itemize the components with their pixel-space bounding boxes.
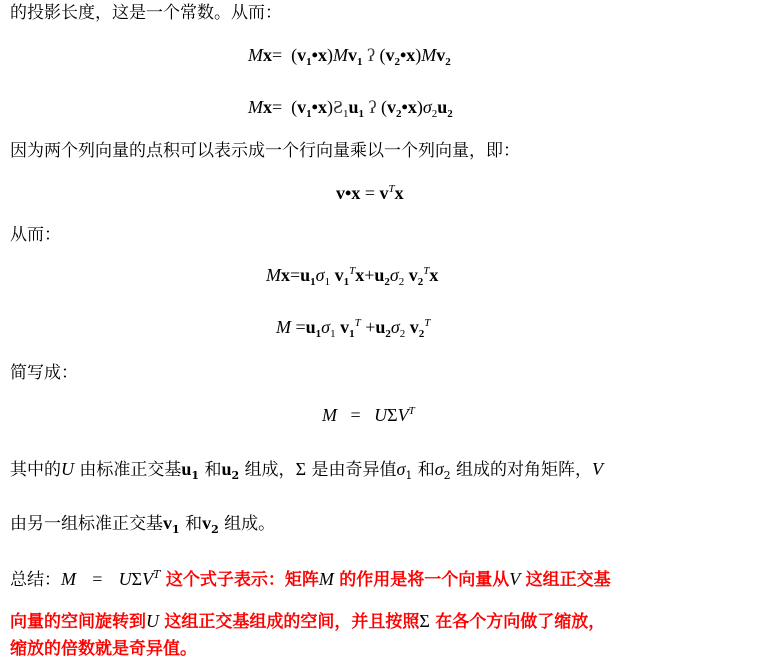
text-line-dot-product: 因为两个列向量的点积可以表示成一个行向量乘以一个列向量，即： xyxy=(10,141,520,161)
text-line-thus: 从而： xyxy=(10,225,61,245)
equation-mx-2: $Mx= (v_1•x)Ƨ_1u_1$ ʔ $(v_2•x)\sigma_2u_2$ xyxy=(248,97,453,120)
equation-mx-1: $Mx= (v_1•x)Mv_1$ ʔ $(v_2•x)Mv_2$ xyxy=(248,45,451,68)
text-line-projection: 的投影长度，这是一个常数。从而： xyxy=(10,3,282,23)
text-line-another-basis: 由另一组标准正交基$v_1$ 和$v_2$ 组成。 xyxy=(10,513,276,536)
equation-dot-product: v•x = $v^Tx$ xyxy=(336,183,404,203)
summary-line-1: 总结：M = $U\Sigma V^T$ 这个式子表示：矩阵M 的作用是将一个向量从V 这组正交基 xyxy=(10,568,611,590)
summary-line-3: 缩放的倍数就是奇异值。 xyxy=(10,639,197,659)
text-line-abbrev: 简写成： xyxy=(10,363,78,383)
text-line-where: 其中的U 由标准正交基$u_1$ 和$u_2$ 组成，Σ 是由奇异值$\sigma_1$ 和$\sigma_2$ 组成的对角矩阵，V xyxy=(10,459,604,482)
equation-m-sum: $M =u_1\sigma_1$ $v_1^T +u_2\sigma_2$ $v_2^T$ xyxy=(276,317,431,340)
summary-line-2: 向量的空间旋转到U 这组正交基组成的空间，并且按照Σ 在各个方向做了缩放， xyxy=(10,611,606,632)
equation-mx-3: $Mx=u_1\sigma_1$ $v_1^Tx+u_2\sigma_2$ $v_2^Tx$ xyxy=(266,265,439,288)
equation-svd: M = $U\Sigma V^T$ xyxy=(322,405,415,425)
